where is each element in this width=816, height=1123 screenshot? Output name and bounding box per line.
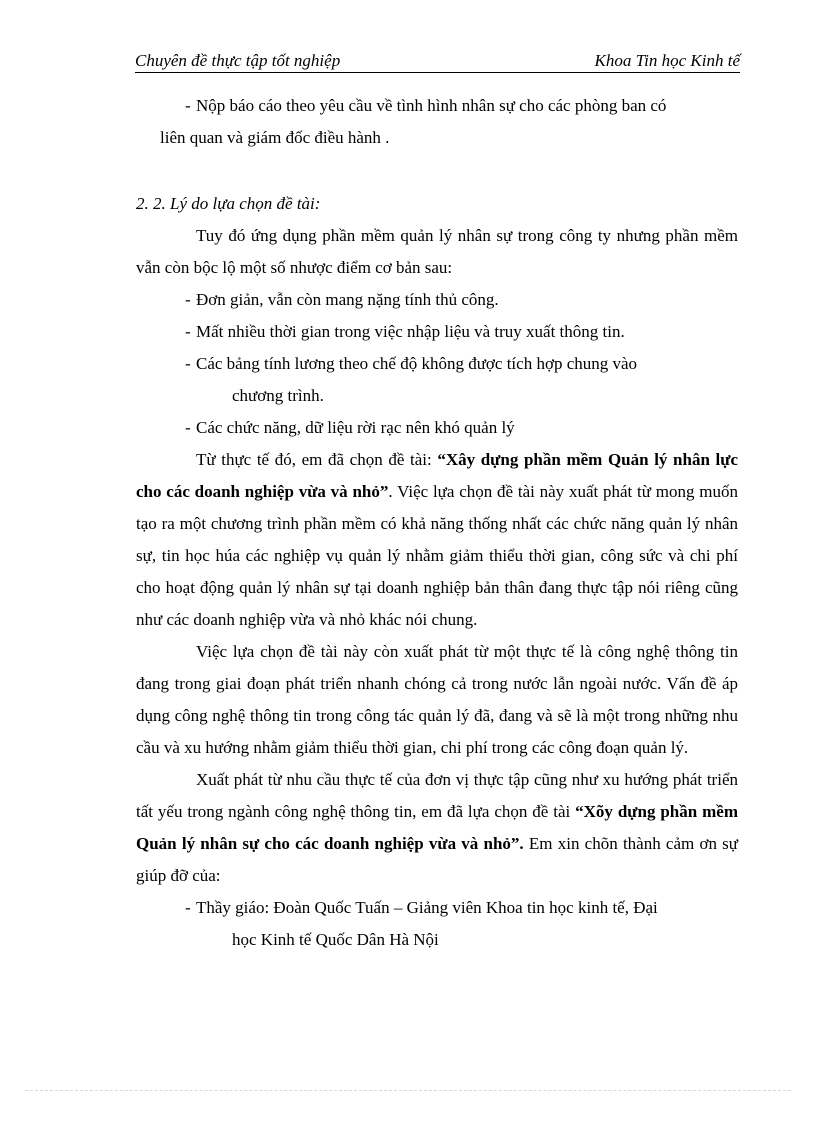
paragraph-2-pre: Từ thực tế đó, em đã chọn đề tài:	[196, 450, 438, 469]
intro-bullet-line1: Nộp báo cáo theo yêu cầu về tình hình nhân sự cho các phòng ban có	[196, 96, 667, 115]
paragraph-1: Tuy đó ứng dụng phần mềm quản lý nhân sự trong công ty nhưng phần mềm vẫn còn bộc lộ một số nhược điểm cơ bản sau:	[136, 226, 738, 277]
paragraph-4-title: “Xõy dựng phần mềm Quản lý nhân sự cho các doanh nghiệp vừa và nhỏ”.	[136, 802, 738, 853]
bullet-dash: -	[185, 96, 191, 115]
section-heading: 2. 2. Lý do lựa chọn đề tài:	[136, 194, 321, 213]
last-bullet	[136, 892, 738, 956]
bullet-dash: -	[185, 354, 191, 373]
paragraph-4-post: Em xin chõn thành cảm ơn sự giúp đỡ của:	[136, 834, 739, 885]
bullet-item-2	[136, 316, 738, 348]
last-bullet-line2: học Kinh tế Quốc Dân Hà Nội	[232, 930, 439, 949]
paragraph-3: Việc lựa chọn đề tài này còn xuất phát từ một thực tế là công nghệ thông tin đang trong giai đoạn phát triển nhanh chóng cả trong nước lẫn ngoài nước. Vấn đề áp dụng công nghệ thông tin trong công tác quản lý đã, đang và sẽ là một trong những nhu cầu và xu hướng nhằm giảm thiểu thời gian, chi phí trong các công đoạn quản lý.	[136, 642, 738, 757]
intro-bullet-line2: liên quan và giám đốc điều hành .	[160, 128, 390, 147]
header-right-title: Khoa Tin học Kinh tế	[594, 51, 740, 70]
page-header	[135, 50, 740, 73]
paragraph-2	[136, 444, 738, 636]
bullet-dash: -	[185, 898, 191, 917]
paragraph-2-post: . Việc lựa chọn đề tài này xuất phát từ mong muốn tạo ra một chương trình phần mềm có khả năng thống nhất các chức năng quản lý nhân sự, tin học húa các nghiệp vụ quản lý nhằm giảm thiểu thời gian, công sức và chi phí cho hoạt động quản lý nhân sự tại doanh nghiệp bản thân đang thực tập nói riêng cũng như các doanh nghiệp vừa và nhỏ khác nói chung.	[136, 482, 738, 629]
page-bottom-divider	[25, 1090, 791, 1091]
bullet-item-4	[136, 412, 738, 444]
bullet-text-continued: chương trình.	[232, 386, 324, 405]
bullet-text: Đơn giản, vẫn còn mang nặng tính thủ công.	[196, 290, 499, 309]
bullet-text: Các bảng tính lương theo chế độ không được tích hợp chung vào	[196, 354, 638, 373]
paragraph-2-title: “Xây dựng phần mềm Quản lý nhân lực cho các doanh nghiệp vừa và nhỏ”	[136, 450, 738, 501]
bullet-text: Các chức năng, dữ liệu rời rạc nên khó quản lý	[196, 418, 515, 437]
bullet-item-3	[136, 348, 738, 412]
bullet-text: Mất nhiều thời gian trong việc nhập liệu và truy xuất thông tin.	[196, 322, 625, 341]
document-body	[136, 90, 738, 956]
bullet-item-1	[136, 284, 738, 316]
bullet-dash: -	[185, 418, 191, 437]
last-bullet-line1: Thầy giáo: Đoàn Quốc Tuấn – Giảng viên Khoa tin học kinh tế, Đại	[196, 898, 658, 917]
intro-bullet	[136, 90, 738, 154]
bullet-dash: -	[185, 290, 191, 309]
header-left-title: Chuyên đề thực tập tốt nghiệp	[135, 51, 341, 70]
paragraph-4-pre: Xuất phát từ nhu cầu thực tế của đơn vị thực tập cũng như xu hướng phát triển tất yếu trong ngành công nghệ thông tin, em đã lựa chọn đề tài	[136, 770, 738, 821]
paragraph-4	[136, 764, 738, 892]
bullet-dash: -	[185, 322, 191, 341]
